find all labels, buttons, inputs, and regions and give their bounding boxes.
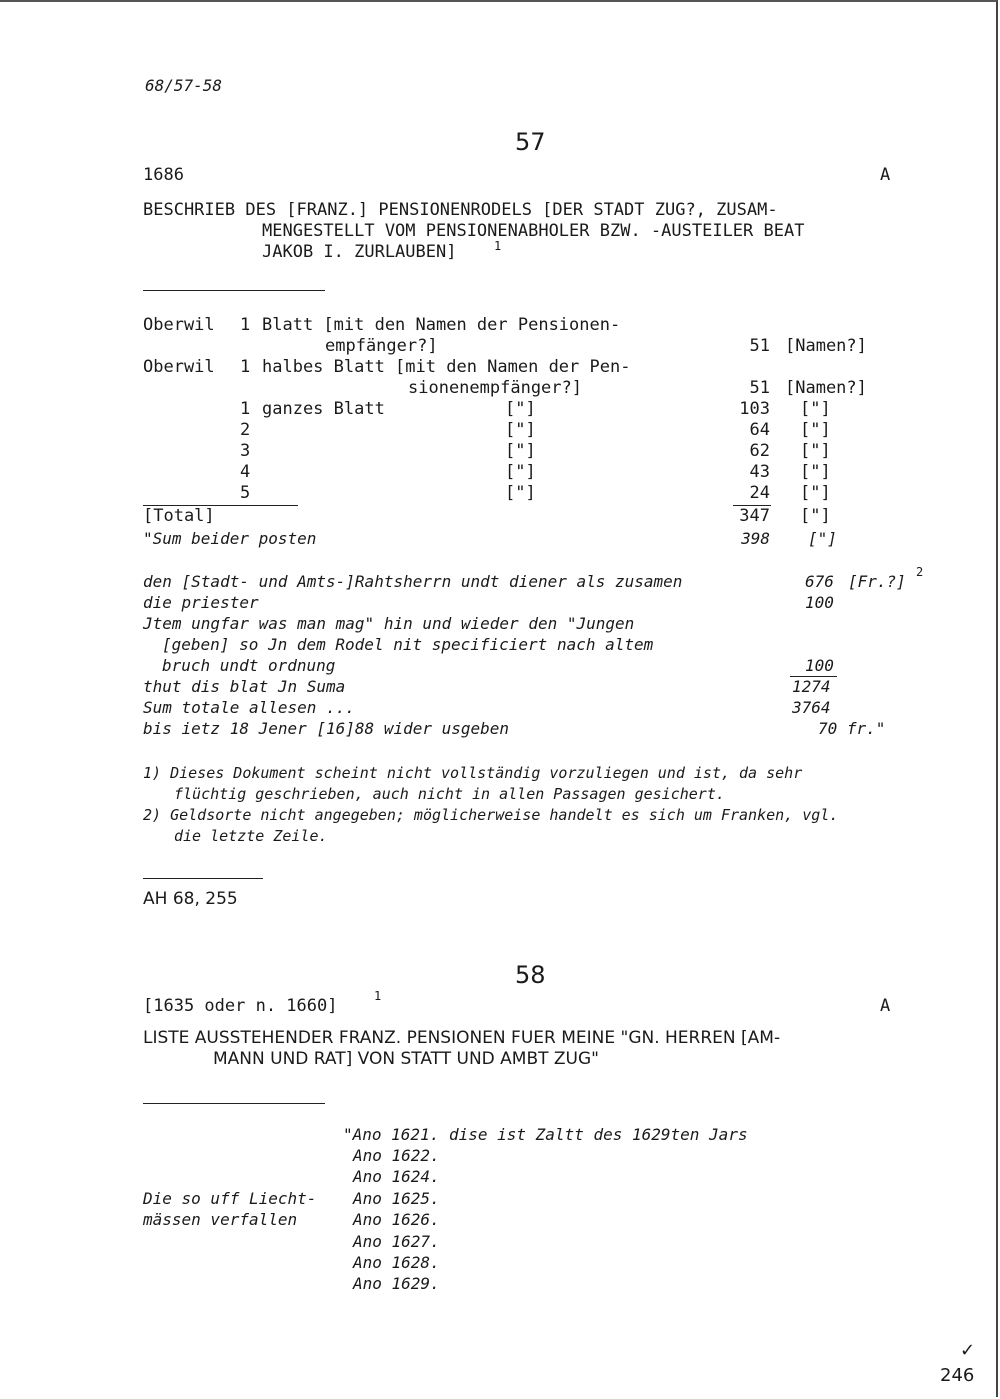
row-5-ditto: ["] — [505, 399, 536, 419]
total-value: 347 — [739, 506, 770, 526]
row-5-qty: 1 — [240, 399, 251, 419]
year-line-2: Ano 1622. — [353, 1146, 440, 1165]
row-4-value: 51 — [749, 378, 770, 398]
sum-both-label: "Sum beider posten — [143, 529, 317, 548]
text-line-1-note: [Fr.?] — [848, 572, 906, 591]
row-6-value: 64 — [749, 420, 770, 440]
row-8-qty: 4 — [240, 462, 251, 482]
text-line-8-value: 70 fr." — [818, 719, 886, 738]
text-line-6-value: 1274 — [792, 677, 831, 696]
doc58-date-footnote-mark: 1 — [374, 989, 382, 1003]
doc57-title-line-2: MENGESTELLT VOM PENSIONENABHOLER BZW. -AUSTEILER BEAT — [262, 221, 805, 241]
row-6-qty: 2 — [240, 420, 251, 440]
row-7-note: ["] — [800, 441, 831, 461]
doc57-letter: A — [880, 165, 891, 185]
text-line-3: Jtem ungfar was man mag" hin und wieder den "Jungen — [143, 614, 635, 633]
row-8-ditto: ["] — [505, 462, 536, 482]
row-2-value: 51 — [749, 336, 770, 356]
total-note: ["] — [800, 506, 831, 526]
year-line-3: Ano 1624. — [353, 1167, 440, 1186]
doc58-number: 58 — [515, 961, 546, 989]
footnote-2-line-1: 2) Geldsorte nicht angegeben; möglicherweise handelt es sich um Franken, vgl. — [143, 806, 839, 824]
row-7-ditto: ["] — [505, 441, 536, 461]
row-5-note: ["] — [800, 399, 831, 419]
doc57-date: 1686 — [143, 165, 184, 185]
footnote-1-line-1: 1) Dieses Dokument scheint nicht vollständig vorzuliegen und ist, da sehr — [143, 764, 803, 782]
row-3-place: Oberwil — [143, 357, 215, 377]
side-note-line-2: mässen verfallen — [143, 1210, 298, 1229]
row-2-note: [Namen?] — [785, 336, 867, 356]
row-5-desc: ganzes Blatt — [262, 399, 385, 419]
doc58-title-line-2: MANN UND RAT] VON STATT UND AMBT ZUG" — [213, 1049, 599, 1069]
row-9-value: 24 — [749, 483, 770, 503]
row-6-ditto: ["] — [505, 420, 536, 440]
text-line-8: bis ietz 18 Jener [16]88 wider usgeben — [143, 719, 510, 738]
year-line-6: Ano 1627. — [353, 1232, 440, 1251]
sum-both-note: ["] — [808, 529, 837, 548]
row-4-note: [Namen?] — [785, 378, 867, 398]
year-line-5: Ano 1626. — [353, 1210, 440, 1229]
row-4-desc: sionenempfänger?] — [408, 378, 582, 398]
doc57-number: 57 — [515, 128, 546, 156]
row-8-value: 43 — [749, 462, 770, 482]
row-6-note: ["] — [800, 420, 831, 440]
year-line-1: "Ano 1621. dise ist Zaltt des 1629ten Jars — [343, 1125, 748, 1144]
row-9-ditto: ["] — [505, 483, 536, 503]
doc57-separator — [143, 290, 325, 291]
year-line-8: Ano 1629. — [353, 1274, 440, 1293]
row-1-place: Oberwil — [143, 315, 215, 335]
text-line-5-value: 100 — [805, 656, 834, 675]
row-5-value: 103 — [739, 399, 770, 419]
doc58-separator — [143, 1103, 325, 1104]
row-9-note: ["] — [800, 483, 831, 503]
text-line-5: bruch undt ordnung — [162, 656, 336, 675]
doc58-date: [1635 oder n. 1660] — [143, 996, 338, 1016]
year-line-4: Ano 1625. — [353, 1189, 440, 1208]
handwritten-page-number: 246 — [940, 1365, 975, 1386]
text-line-2-value: 100 — [805, 593, 834, 612]
text-line-1-footnote-mark: 2 — [916, 565, 924, 579]
doc58-title-line-1: LISTE AUSSTEHENDER FRANZ. PENSIONEN FUER MEINE "GN. HERREN [AM- — [143, 1028, 781, 1048]
text-line-1-value: 676 — [805, 572, 834, 591]
text-line-7-value: 3764 — [792, 698, 831, 717]
doc57-title-line-3: JAKOB I. ZURLAUBEN] — [262, 242, 457, 262]
year-line-7: Ano 1628. — [353, 1253, 440, 1272]
row-8-note: ["] — [800, 462, 831, 482]
row-3-desc: halbes Blatt [mit den Namen der Pen- — [262, 357, 631, 377]
text-line-2: die priester — [143, 593, 259, 612]
text-line-4: [geben] so Jn dem Rodel nit specificiert nach altem — [162, 635, 654, 654]
side-note-line-1: Die so uff Liecht- — [143, 1189, 317, 1208]
footnote-2-line-2: die letzte Zeile. — [174, 827, 328, 845]
row-1-desc: Blatt [mit den Namen der Pensionen- — [262, 315, 621, 335]
total-label: [Total] — [143, 506, 215, 526]
doc57-source: AH 68, 255 — [143, 889, 238, 909]
text-line-6: thut dis blat Jn Suma — [143, 677, 346, 696]
row-2-desc: empfänger?] — [325, 336, 438, 356]
doc57-title-line-1: BESCHRIEB DES [FRANZ.] PENSIONENRODELS [DER STADT ZUG?, ZUSAM- — [143, 200, 778, 220]
text-line-7: Sum totale allesen ... — [143, 698, 355, 717]
text-line-1: den [Stadt- und Amts-]Rahtsherrn undt diener als zusamen — [143, 572, 683, 591]
source-separator — [143, 878, 263, 879]
row-7-value: 62 — [749, 441, 770, 461]
row-9-qty: 5 — [240, 483, 251, 503]
row-1-qty: 1 — [240, 315, 251, 335]
doc57-title-footnote-mark: 1 — [494, 239, 502, 253]
doc58-letter: A — [880, 996, 891, 1016]
sum-both-value: 398 — [741, 529, 770, 548]
row-3-qty: 1 — [240, 357, 251, 377]
row-7-qty: 3 — [240, 441, 251, 461]
footnote-1-line-2: flüchtig geschrieben, auch nicht in allen Passagen gesichert. — [174, 785, 725, 803]
page-reference: 68/57-58 — [145, 76, 223, 95]
handwritten-check-mark: ✓ — [960, 1340, 976, 1361]
